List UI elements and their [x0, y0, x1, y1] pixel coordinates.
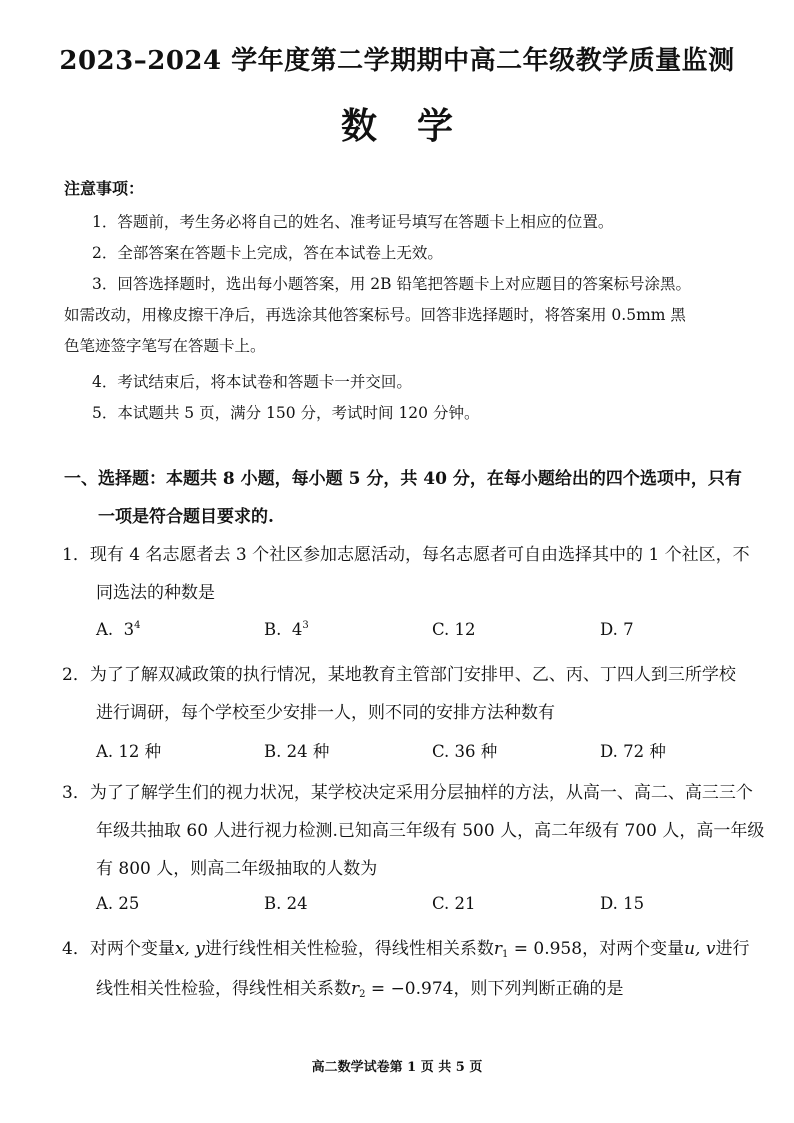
notice-item-continued: 色笔迹签字笔写在答题卡上。	[64, 337, 266, 355]
question-3-text-continued: 有 800 人，则高二年级抽取的人数为	[96, 859, 378, 879]
notice-item: 3．回答选择题时，选出每小题答案，用 2B 铅笔把答题卡上对应题目的答案标号涂黑。	[92, 275, 691, 293]
question-2-option-a: A. 12 种	[96, 742, 162, 761]
question-3-text: 3．为了了解学生们的视力状况，某学校决定采用分层抽样的方法，从高一、高二、高三三个	[62, 783, 753, 803]
question-1-option-d: D. 7	[600, 620, 634, 639]
q4-text-part: ，对两个变量	[582, 939, 685, 959]
q4-text-part: ，则下列判断正确的是	[453, 979, 624, 999]
page-footer: 高二数学试卷第 1 页 共 5 页	[311, 1060, 483, 1075]
question-2-option-c: C. 36 种	[432, 742, 498, 761]
question-1-option-c: C. 12	[432, 620, 476, 639]
notice-item: 1．答题前，考生务必将自己的姓名、准考证号填写在答题卡上相应的位置。	[92, 213, 614, 231]
q4-r2-value: = −0.974	[365, 979, 454, 999]
q4-r2-symbol: r	[351, 979, 360, 999]
q4-variables-xy: x, y	[174, 939, 205, 959]
section-heading: 一、选择题：本题共 8 小题，每小题 5 分，共 40 分，在每小题给出的四个选项中，只有	[64, 469, 742, 489]
q4-text-part: 进行线性相关性检验，得线性相关系数	[204, 939, 494, 959]
question-3-text-continued: 年级共抽取 60 人进行视力检测.已知高三年级有 500 人，高二年级有 700 人，高一年级	[96, 821, 765, 841]
q4-text-part: 线性相关性检验，得线性相关系数	[96, 979, 351, 999]
question-1-option-a	[96, 620, 141, 639]
question-1-option-b	[264, 620, 309, 639]
question-3-option-d: D. 15	[600, 894, 645, 913]
option-base: 4	[291, 620, 303, 639]
notice-heading: 注意事项：	[64, 179, 145, 198]
option-exponent: 3	[302, 620, 309, 631]
q4-variables-uv: u, v	[684, 939, 716, 959]
question-2-text: 2．为了了解双减政策的执行情况，某地教育主管部门安排甲、乙、丙、丁四人到三所学校	[62, 665, 736, 685]
notice-item: 2．全部答案在答题卡上完成，答在本试卷上无效。	[92, 244, 443, 262]
notice-item: 5．本试题共 5 页，满分 150 分，考试时间 120 分钟。	[92, 404, 480, 422]
question-1-text-continued: 同选法的种数是	[96, 583, 215, 603]
question-2-option-b: B. 24 种	[264, 742, 330, 761]
exam-title: 2023–2024 学年度第二学期期中高二年级教学质量监测	[59, 46, 735, 76]
question-4-text	[62, 934, 749, 960]
question-2-option-d: D. 72 种	[600, 742, 666, 761]
question-3-option-a: A. 25	[96, 894, 140, 913]
option-exponent: 4	[134, 620, 141, 631]
section-heading-continued: 一项是符合题目要求的.	[98, 507, 274, 527]
question-3-option-c: C. 21	[432, 894, 476, 913]
notice-item: 4．考试结束后，将本试卷和答题卡一并交回。	[92, 373, 412, 391]
q4-text-part: 4．对两个变量	[62, 939, 175, 959]
q4-r2-subscript: 2	[359, 989, 366, 1000]
question-2-text-continued: 进行调研，每个学校至少安排一人，则不同的安排方法种数有	[96, 703, 555, 723]
question-1-text: 1．现有 4 名志愿者去 3 个社区参加志愿活动，每名志愿者可自由选择其中的 1 个社区，不	[62, 545, 750, 565]
q4-r1-subscript: 1	[501, 949, 509, 960]
q4-r1-symbol: r	[493, 939, 502, 959]
option-base: 3	[123, 620, 135, 639]
notice-item-continued: 如需改动，用橡皮擦干净后，再选涂其他答案标号。回答非选择题时，将答案用 0.5mm 黑	[64, 306, 686, 324]
question-3-option-b: B. 24	[264, 894, 308, 913]
option-label: B.	[264, 620, 282, 639]
subject-title: 数学	[340, 105, 493, 147]
q4-text-part: 进行	[715, 939, 750, 959]
question-4-text-continued	[96, 974, 623, 1000]
q4-r1-value: = 0.958	[508, 939, 583, 959]
option-label: A.	[96, 620, 114, 639]
